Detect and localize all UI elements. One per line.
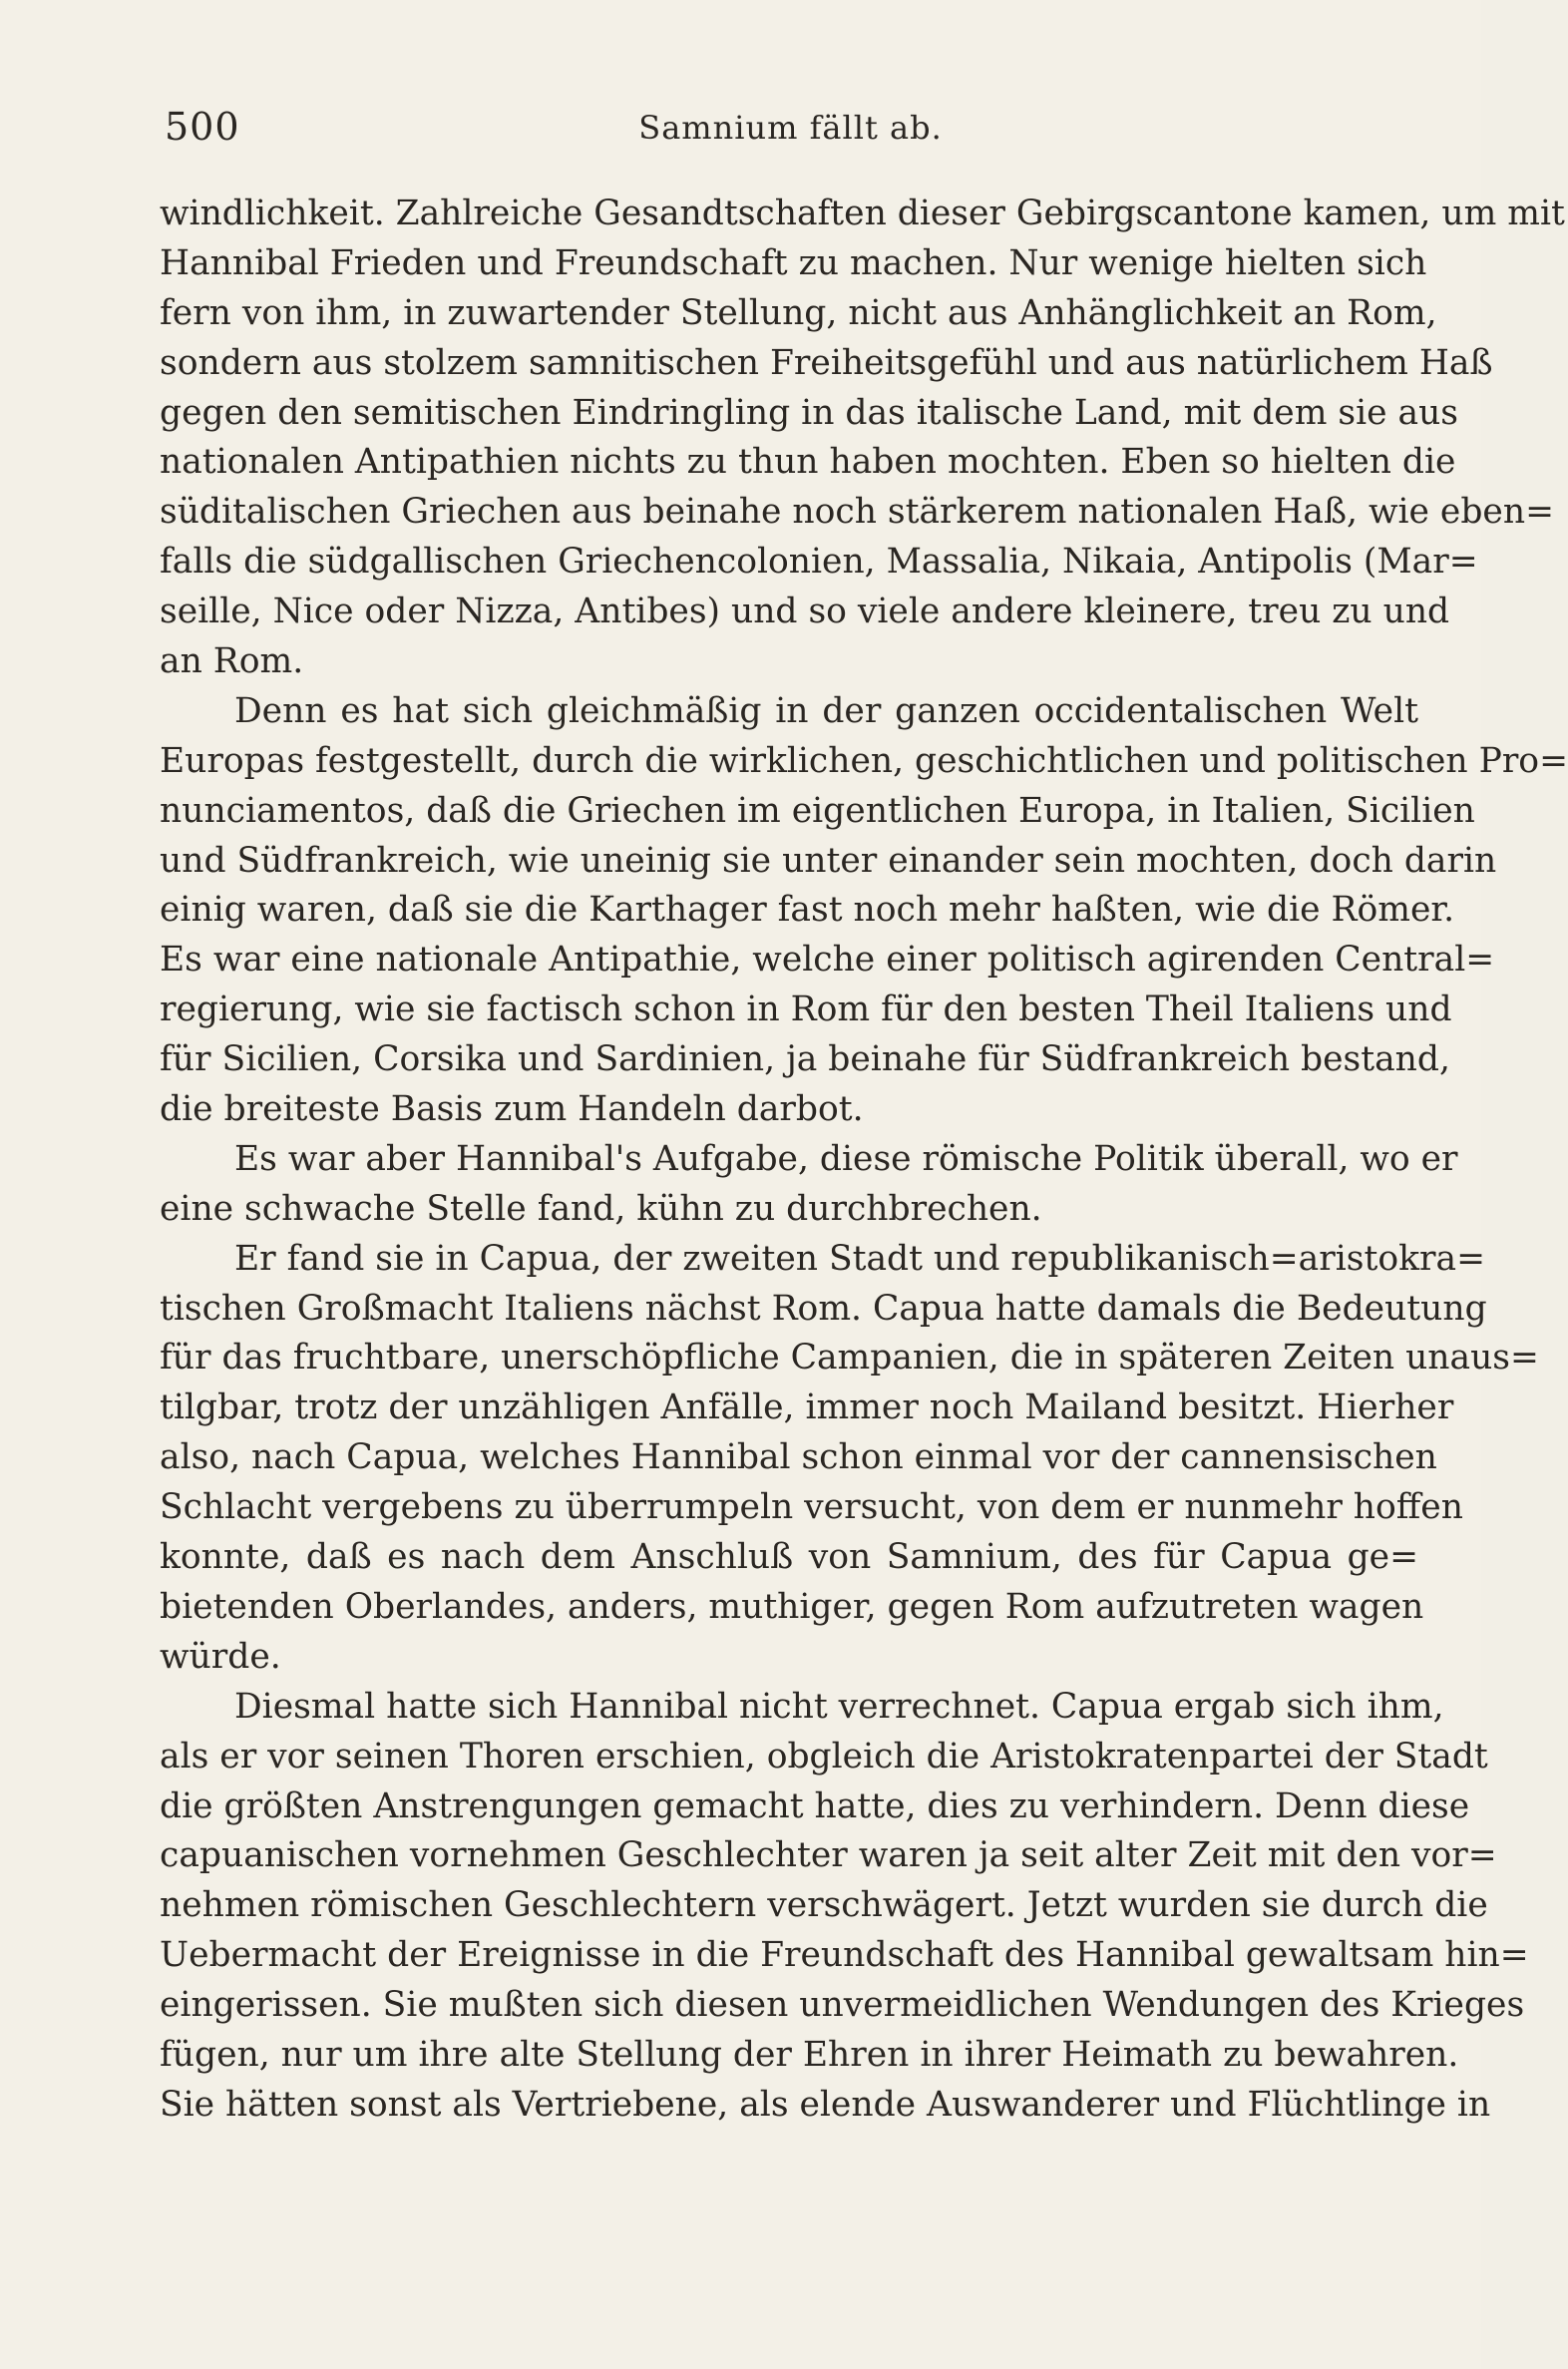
running-head: Samnium fällt ab. (638, 109, 943, 147)
text-line: tilgbar, trotz der unzähligen Anfälle, immer noch Mailand besitzt. Hierher (160, 1387, 1454, 1428)
text-line: süditalischen Griechen aus beinahe noch stärkerem nationalen Haß, wie eben= (160, 492, 1554, 533)
text-line: eingerissen. Sie mußten sich diesen unvermeidlichen Wendungen des Krieges (160, 1985, 1525, 2026)
text-line: für Sicilien, Corsika und Sardinien, ja beinahe für Südfrankreich bestand, (160, 1039, 1450, 1080)
text-line: fügen, nur um ihre alte Stellung der Ehren in ihrer Heimath zu bewahren. (160, 2034, 1459, 2075)
text-line: Europas festgestellt, durch die wirklichen, geschichtlichen und politischen Pro= (160, 740, 1568, 781)
text-line: nehmen römischen Geschlechtern verschwägert. Jetzt wurden sie durch die (160, 1885, 1488, 1926)
text-line: und Südfrankreich, wie uneinig sie unter einander sein mochten, doch darin (160, 840, 1497, 881)
text-line: konnte, daß es nach dem Anschluß von Samnium, des für Capua ge= (160, 1537, 1418, 1578)
text-line: Es war eine nationale Antipathie, welche einer politisch agirenden Central= (160, 940, 1495, 981)
paragraph (160, 1135, 1458, 1235)
text-line: würde. (160, 1636, 281, 1677)
text-line: seille, Nice oder Nizza, Antibes) und so viele andere kleinere, treu zu und (160, 592, 1450, 632)
text-line: Diesmal hatte sich Hannibal nicht verrechnet. Capua ergab sich ihm, (234, 1686, 1444, 1727)
text-line: nunciamentos, daß die Griechen im eigentlichen Europa, in Italien, Sicilien (160, 790, 1475, 831)
text-line: als er vor seinen Thoren erschien, obgleich die Aristokratenpartei der Stadt (160, 1736, 1488, 1777)
paragraph (160, 190, 1565, 687)
paragraph (160, 1683, 1529, 2131)
text-line: sondern aus stolzem samnitischen Freiheitsgefühl und aus natürlichem Haß (160, 342, 1493, 383)
paragraph (160, 1235, 1539, 1683)
text-line: gegen den semitischen Eindringling in das italische Land, mit dem sie aus (160, 392, 1458, 433)
text-line: nationalen Antipathien nichts zu thun haben mochten. Eben so hielten die (160, 442, 1456, 483)
text-line: Denn es hat sich gleichmäßig in der ganzen occidentalischen Welt (234, 690, 1418, 731)
text-line: einig waren, daß sie die Karthager fast noch mehr haßten, wie die Römer. (160, 890, 1455, 931)
text-line: Er fand sie in Capua, der zweiten Stadt und republikanisch=aristokra= (234, 1238, 1485, 1279)
paragraph (160, 687, 1568, 1135)
text-line: die breiteste Basis zum Handeln darbot. (160, 1089, 864, 1130)
text-line: Hannibal Frieden und Freundschaft zu machen. Nur wenige hielten sich (160, 242, 1427, 283)
page-header (165, 105, 1416, 155)
text-line: capuanischen vornehmen Geschlechter waren ja seit alter Zeit mit den vor= (160, 1835, 1497, 1876)
text-line: eine schwache Stelle fand, kühn zu durchbrechen. (160, 1188, 1042, 1229)
text-line: windlichkeit. Zahlreiche Gesandtschaften dieser Gebirgscantone kamen, um mit (160, 194, 1565, 233)
text-line: an Rom. (160, 641, 304, 682)
text-line: falls die südgallischen Griechencolonien, Massalia, Nikaia, Antipolis (Mar= (160, 542, 1478, 583)
text-line: regierung, wie sie factisch schon in Rom für den besten Theil Italiens und (160, 989, 1452, 1030)
text-line: Es war aber Hannibal's Aufgabe, diese römische Politik überall, wo er (234, 1138, 1458, 1179)
text-line: tischen Großmacht Italiens nächst Rom. Capua hatte damals die Bedeutung (160, 1288, 1487, 1329)
text-line: Sie hätten sonst als Vertriebene, als elende Auswanderer und Flüchtlinge in (160, 2084, 1491, 2125)
text-line: für das fruchtbare, unerschöpfliche Campanien, die in späteren Zeiten unaus= (160, 1338, 1539, 1379)
text-line: also, nach Capua, welches Hannibal schon einmal vor der cannensischen (160, 1437, 1437, 1478)
page-number: 500 (165, 105, 240, 149)
text-line: bietenden Oberlandes, anders, muthiger, gegen Rom aufzutreten wagen (160, 1586, 1424, 1627)
text-line: fern von ihm, in zuwartender Stellung, nicht aus Anhänglichkeit an Rom, (160, 292, 1437, 333)
text-line: Uebermacht der Ereignisse in die Freundschaft des Hannibal gewaltsam hin= (160, 1935, 1529, 1976)
body-text (160, 190, 1568, 2131)
text-line: Schlacht vergebens zu überrumpeln versucht, von dem er nunmehr hoffen (160, 1487, 1463, 1528)
text-line: die größten Anstrengungen gemacht hatte, dies zu verhindern. Denn diese (160, 1785, 1470, 1826)
